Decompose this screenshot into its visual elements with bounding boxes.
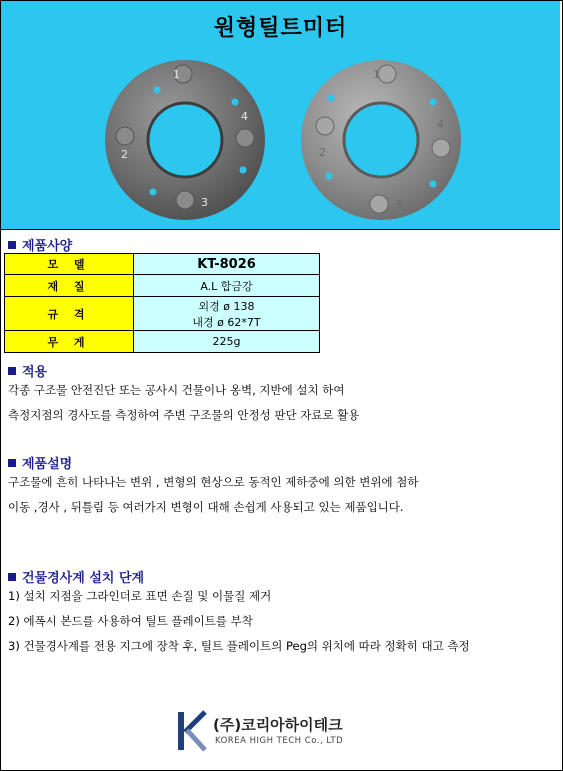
plate-mark-4: 4 [241,110,248,123]
spec-key: 재 질 [5,275,134,297]
company-logo [175,708,375,754]
spec-value [134,297,320,331]
plate-mark-3: 3 [395,198,402,211]
install-steps [8,584,470,659]
plate-mark-4: 4 [437,118,444,131]
company-name-english: KOREA HIGH TECH Co., LTD [215,736,344,746]
description-line: 이동 ,경사 , 뒤틀림 등 여러가지 변형이 대해 손쉽게 사용되고 있는 제품입니다. [8,500,404,514]
usage-line: 측정지점의 경사도를 측정하여 주변 구조물의 안정성 판단 자료로 활용 [8,408,360,422]
spec-table [4,253,320,353]
description-heading-text: 제품설명 [22,457,73,472]
page-title: 원형틸트미터 [213,16,348,41]
spec-row-weight [5,331,320,353]
spec-row-model [5,254,320,275]
spec-value-outer-diameter: 외경 ø 138 [198,299,255,313]
square-bullet-icon [8,573,16,581]
product-hero [1,1,560,230]
spec-key: 모 델 [5,254,134,275]
spec-value: A.L 합금강 [134,275,320,297]
plate-mark-1: 1 [173,68,180,81]
description-text [8,470,418,520]
spec-heading-text: 제품사양 [22,239,73,254]
plate-mark-2: 2 [319,146,326,159]
plate-mark-3: 3 [201,196,208,209]
square-bullet-icon [8,367,16,375]
install-step: 1) 설치 지점을 그라인더로 표면 손질 및 이물질 제거 [8,589,272,603]
description-line: 구조물에 흔히 나타나는 변위 , 변형의 현상으로 동적인 제하중에 의한 변위에 첨하 [8,475,419,489]
tilt-plate-image-right [291,58,471,223]
square-bullet-icon [8,241,16,249]
spec-row-material [5,275,320,297]
usage-line: 각종 구조물 안전진단 또는 공사시 건물이나 옹벽, 지반에 설치 하여 [8,383,345,397]
k-mark-icon [175,710,209,752]
usage-text [8,378,359,428]
usage-heading-text: 적용 [22,365,48,380]
tilt-plate-image-left [95,58,275,223]
spec-value: 225g [134,331,320,353]
plate-mark-1: 1 [373,68,380,81]
spec-value-inner-diameter: 내경 ø 62*7T [192,315,261,329]
install-step: 2) 에폭시 본드를 사용하여 틸트 플레이트를 부착 [8,614,253,628]
square-bullet-icon [8,459,16,467]
spec-key: 규 격 [5,297,134,331]
spec-value: KT-8026 [134,254,320,275]
plate-mark-2: 2 [121,148,128,161]
company-name: (주)코리아하이테크 [213,716,343,734]
spec-heading [8,235,72,254]
spec-row-size [5,297,320,331]
install-step: 3) 건물경사계를 전용 지그에 장착 후, 틸트 플레이트의 Peg의 위치에 따라 정확히 대고 측정 [8,639,470,653]
spec-key: 무 게 [5,331,134,353]
install-heading-text: 건물경사계 설치 단계 [22,571,145,586]
